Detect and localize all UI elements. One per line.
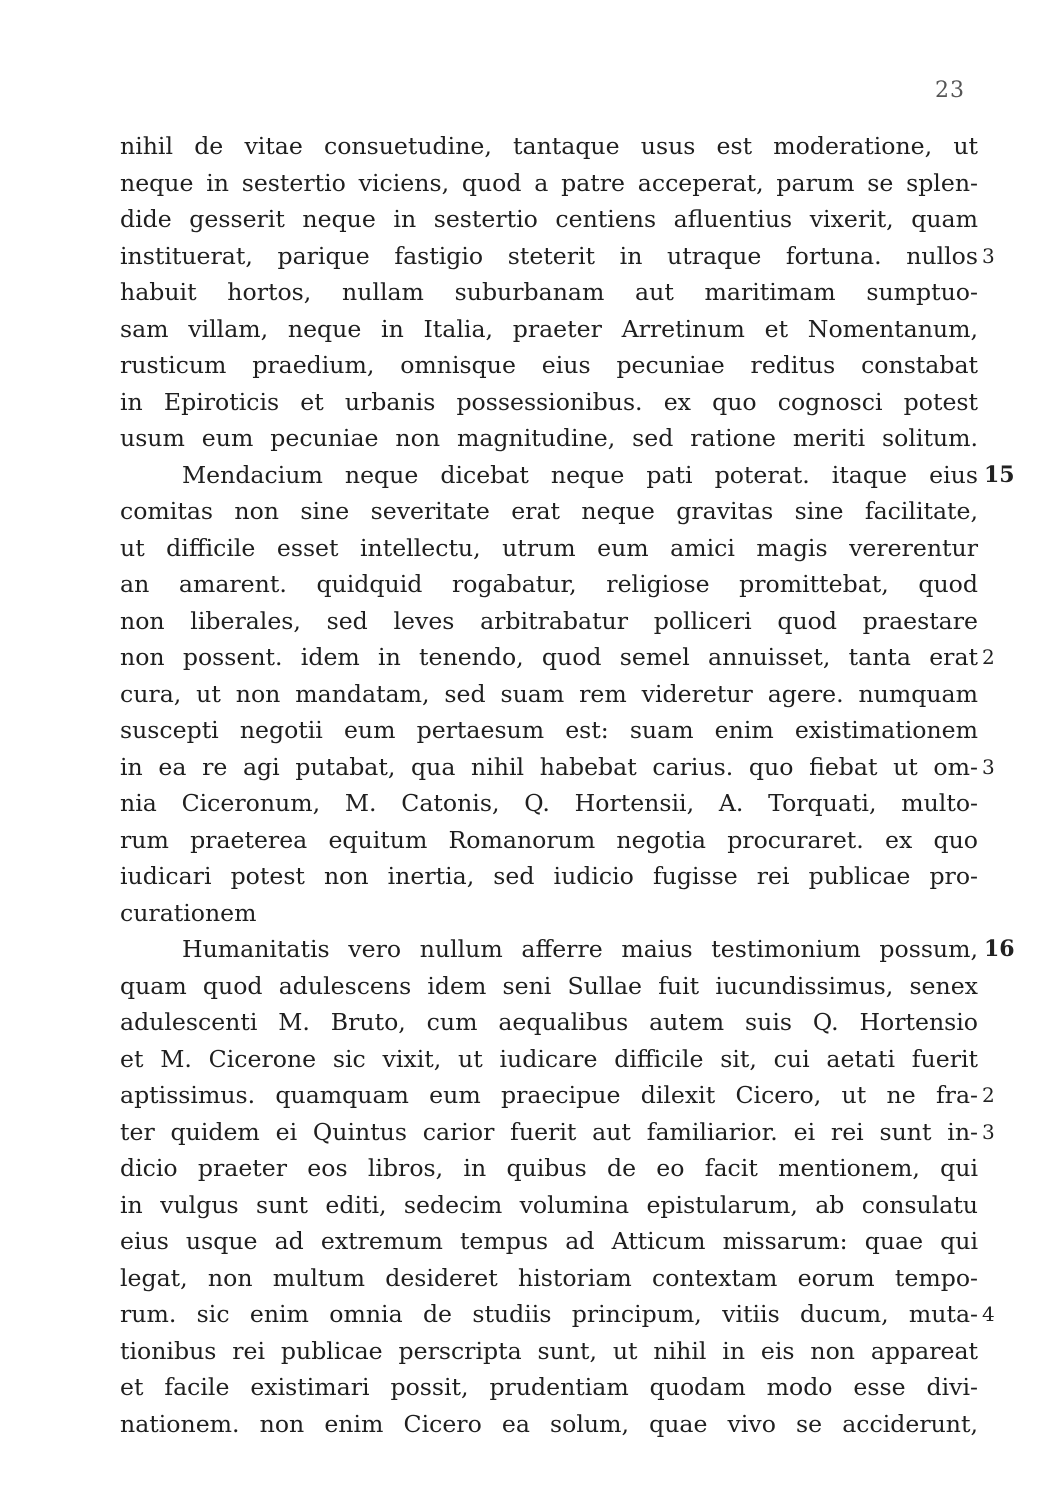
text-line: [0, 384, 1061, 421]
paragraph-number: 3: [982, 243, 995, 268]
text-line: [0, 420, 1061, 457]
paragraph-number: 3: [982, 754, 995, 779]
text-line: [0, 895, 1061, 932]
text-line: [0, 201, 1061, 238]
line-text: et M. Cicerone sic vixit, ut iudicare difficile sit, cui aetati fuerit: [120, 1044, 978, 1073]
text-line: [0, 712, 1061, 749]
paragraph-number: 4: [982, 1302, 995, 1326]
line-text: in vulgus sunt editi, sedecim volumina epistularum, ab consulatu: [120, 1190, 978, 1219]
text-line: [0, 566, 1061, 603]
line-text: quam quod adulescens idem seni Sullae fuit iucundissimus, senex: [120, 971, 978, 1000]
text-line: [0, 639, 1061, 676]
paragraph-number: 3: [982, 1119, 995, 1144]
body-text: [0, 128, 1061, 1442]
line-text: aptissimus. quamquam eum praecipue dilexit Cicero, ut ne fra-: [120, 1081, 978, 1109]
line-text: nihil de vitae consuetudine, tantaque usus est moderatione, ut: [120, 132, 978, 160]
line-text: comitas non sine severitate erat neque gravitas sine facilitate,: [120, 497, 978, 525]
text-line: [0, 311, 1061, 348]
text-line: [0, 822, 1061, 859]
text-line: [0, 1369, 1061, 1406]
text-line: [0, 1041, 1061, 1078]
text-line: [0, 1333, 1061, 1370]
line-text: adulescenti M. Bruto, cum aequalibus autem suis Q. Hortensio: [120, 1008, 978, 1036]
line-text: in ea re agi putabat, qua nihil habebat carius. quo fiebat ut om-: [120, 752, 978, 781]
text-line: [0, 530, 1061, 567]
page-number: 23: [935, 78, 965, 103]
text-line: [0, 968, 1061, 1005]
line-text: non liberales, sed leves arbitrabatur polliceri quod praestare: [120, 606, 978, 635]
line-text: cura, ut non mandatam, sed suam rem videretur agere. numquam: [120, 679, 978, 708]
paragraph-number: 2: [982, 645, 995, 669]
text-line: [0, 1187, 1061, 1224]
line-text: ut difficile esset intellectu, utrum eum amici magis vererentur: [120, 533, 978, 562]
section-number: 16: [984, 936, 1015, 962]
text-line: [0, 1296, 1061, 1333]
text-line: [0, 1260, 1061, 1297]
paragraph-number: 2: [982, 1083, 995, 1107]
line-text: in Epiroticis et urbanis possessionibus. ex quo cognosci potest: [120, 387, 978, 416]
line-text: curationem: [120, 898, 257, 927]
line-text: iudicari potest non inertia, sed iudicio fugisse rei publicae pro-: [120, 862, 978, 890]
text-line: [0, 1114, 1061, 1151]
text-line: [0, 493, 1061, 530]
line-text: habuit hortos, nullam suburbanam aut maritimam sumptuo-: [120, 278, 978, 306]
line-text: sam villam, neque in Italia, praeter Arretinum et Nomentanum,: [120, 314, 978, 343]
text-line: [0, 238, 1061, 275]
line-text: an amarent. quidquid rogabatur, religiose promittebat, quod: [120, 570, 978, 598]
line-text: dide gesserit neque in sestertio centiens afluentius vixerit, quam: [120, 205, 978, 233]
line-text: eius usque ad extremum tempus ad Atticum missarum: quae qui: [120, 1227, 978, 1255]
text-line: [0, 1077, 1061, 1114]
line-text: nia Ciceronum, M. Catonis, Q. Hortensii, A. Torquati, multo-: [120, 789, 978, 817]
line-text: nationem. non enim Cicero ea solum, quae vivo se acciderunt,: [120, 1409, 978, 1438]
line-text: rum. sic enim omnia de studiis principum, vitiis ducum, muta-: [120, 1300, 978, 1328]
text-line: [0, 1004, 1061, 1041]
text-line: [0, 128, 1061, 165]
text-line: [0, 1406, 1061, 1443]
line-text: non possent. idem in tenendo, quod semel annuisset, tanta erat: [120, 643, 978, 671]
text-line: [0, 603, 1061, 640]
text-line: [0, 858, 1061, 895]
line-text: ter quidem ei Quintus carior fuerit aut familiarior. ei rei sunt in-: [120, 1117, 978, 1146]
line-text: instituerat, parique fastigio steterit in utraque fortuna. nullos: [120, 241, 978, 270]
line-text: et facile existimari possit, prudentiam quodam modo esse divi-: [120, 1373, 978, 1401]
text-line: [0, 785, 1061, 822]
line-text: legat, non multum desideret historiam contextam eorum tempo-: [120, 1263, 978, 1292]
text-line: [0, 1223, 1061, 1260]
line-text: Humanitatis vero nullum afferre maius testimonium possum,: [182, 935, 978, 963]
section-number: 15: [984, 461, 1015, 488]
text-line: [0, 749, 1061, 786]
text-line: [0, 931, 1061, 968]
line-text: tionibus rei publicae perscripta sunt, ut nihil in eis non appareat: [120, 1336, 978, 1365]
text-line: [0, 676, 1061, 713]
line-text: usum eum pecuniae non magnitudine, sed ratione meriti solitum.: [120, 424, 978, 452]
text-line: [0, 457, 1061, 494]
text-line: [0, 274, 1061, 311]
line-text: dicio praeter eos libros, in quibus de eo facit mentionem, qui: [120, 1154, 978, 1182]
line-text: neque in sestertio viciens, quod a patre acceperat, parum se splen-: [120, 168, 978, 197]
text-line: [0, 347, 1061, 384]
text-line: [0, 1150, 1061, 1187]
line-text: rum praeterea equitum Romanorum negotia procuraret. ex quo: [120, 825, 978, 854]
line-text: rusticum praedium, omnisque eius pecuniae reditus constabat: [120, 351, 978, 379]
text-line: [0, 165, 1061, 202]
line-text: Mendacium neque dicebat neque pati poterat. itaque eius: [182, 460, 978, 489]
line-text: suscepti negotii eum pertaesum est: suam enim existimationem: [120, 716, 978, 744]
